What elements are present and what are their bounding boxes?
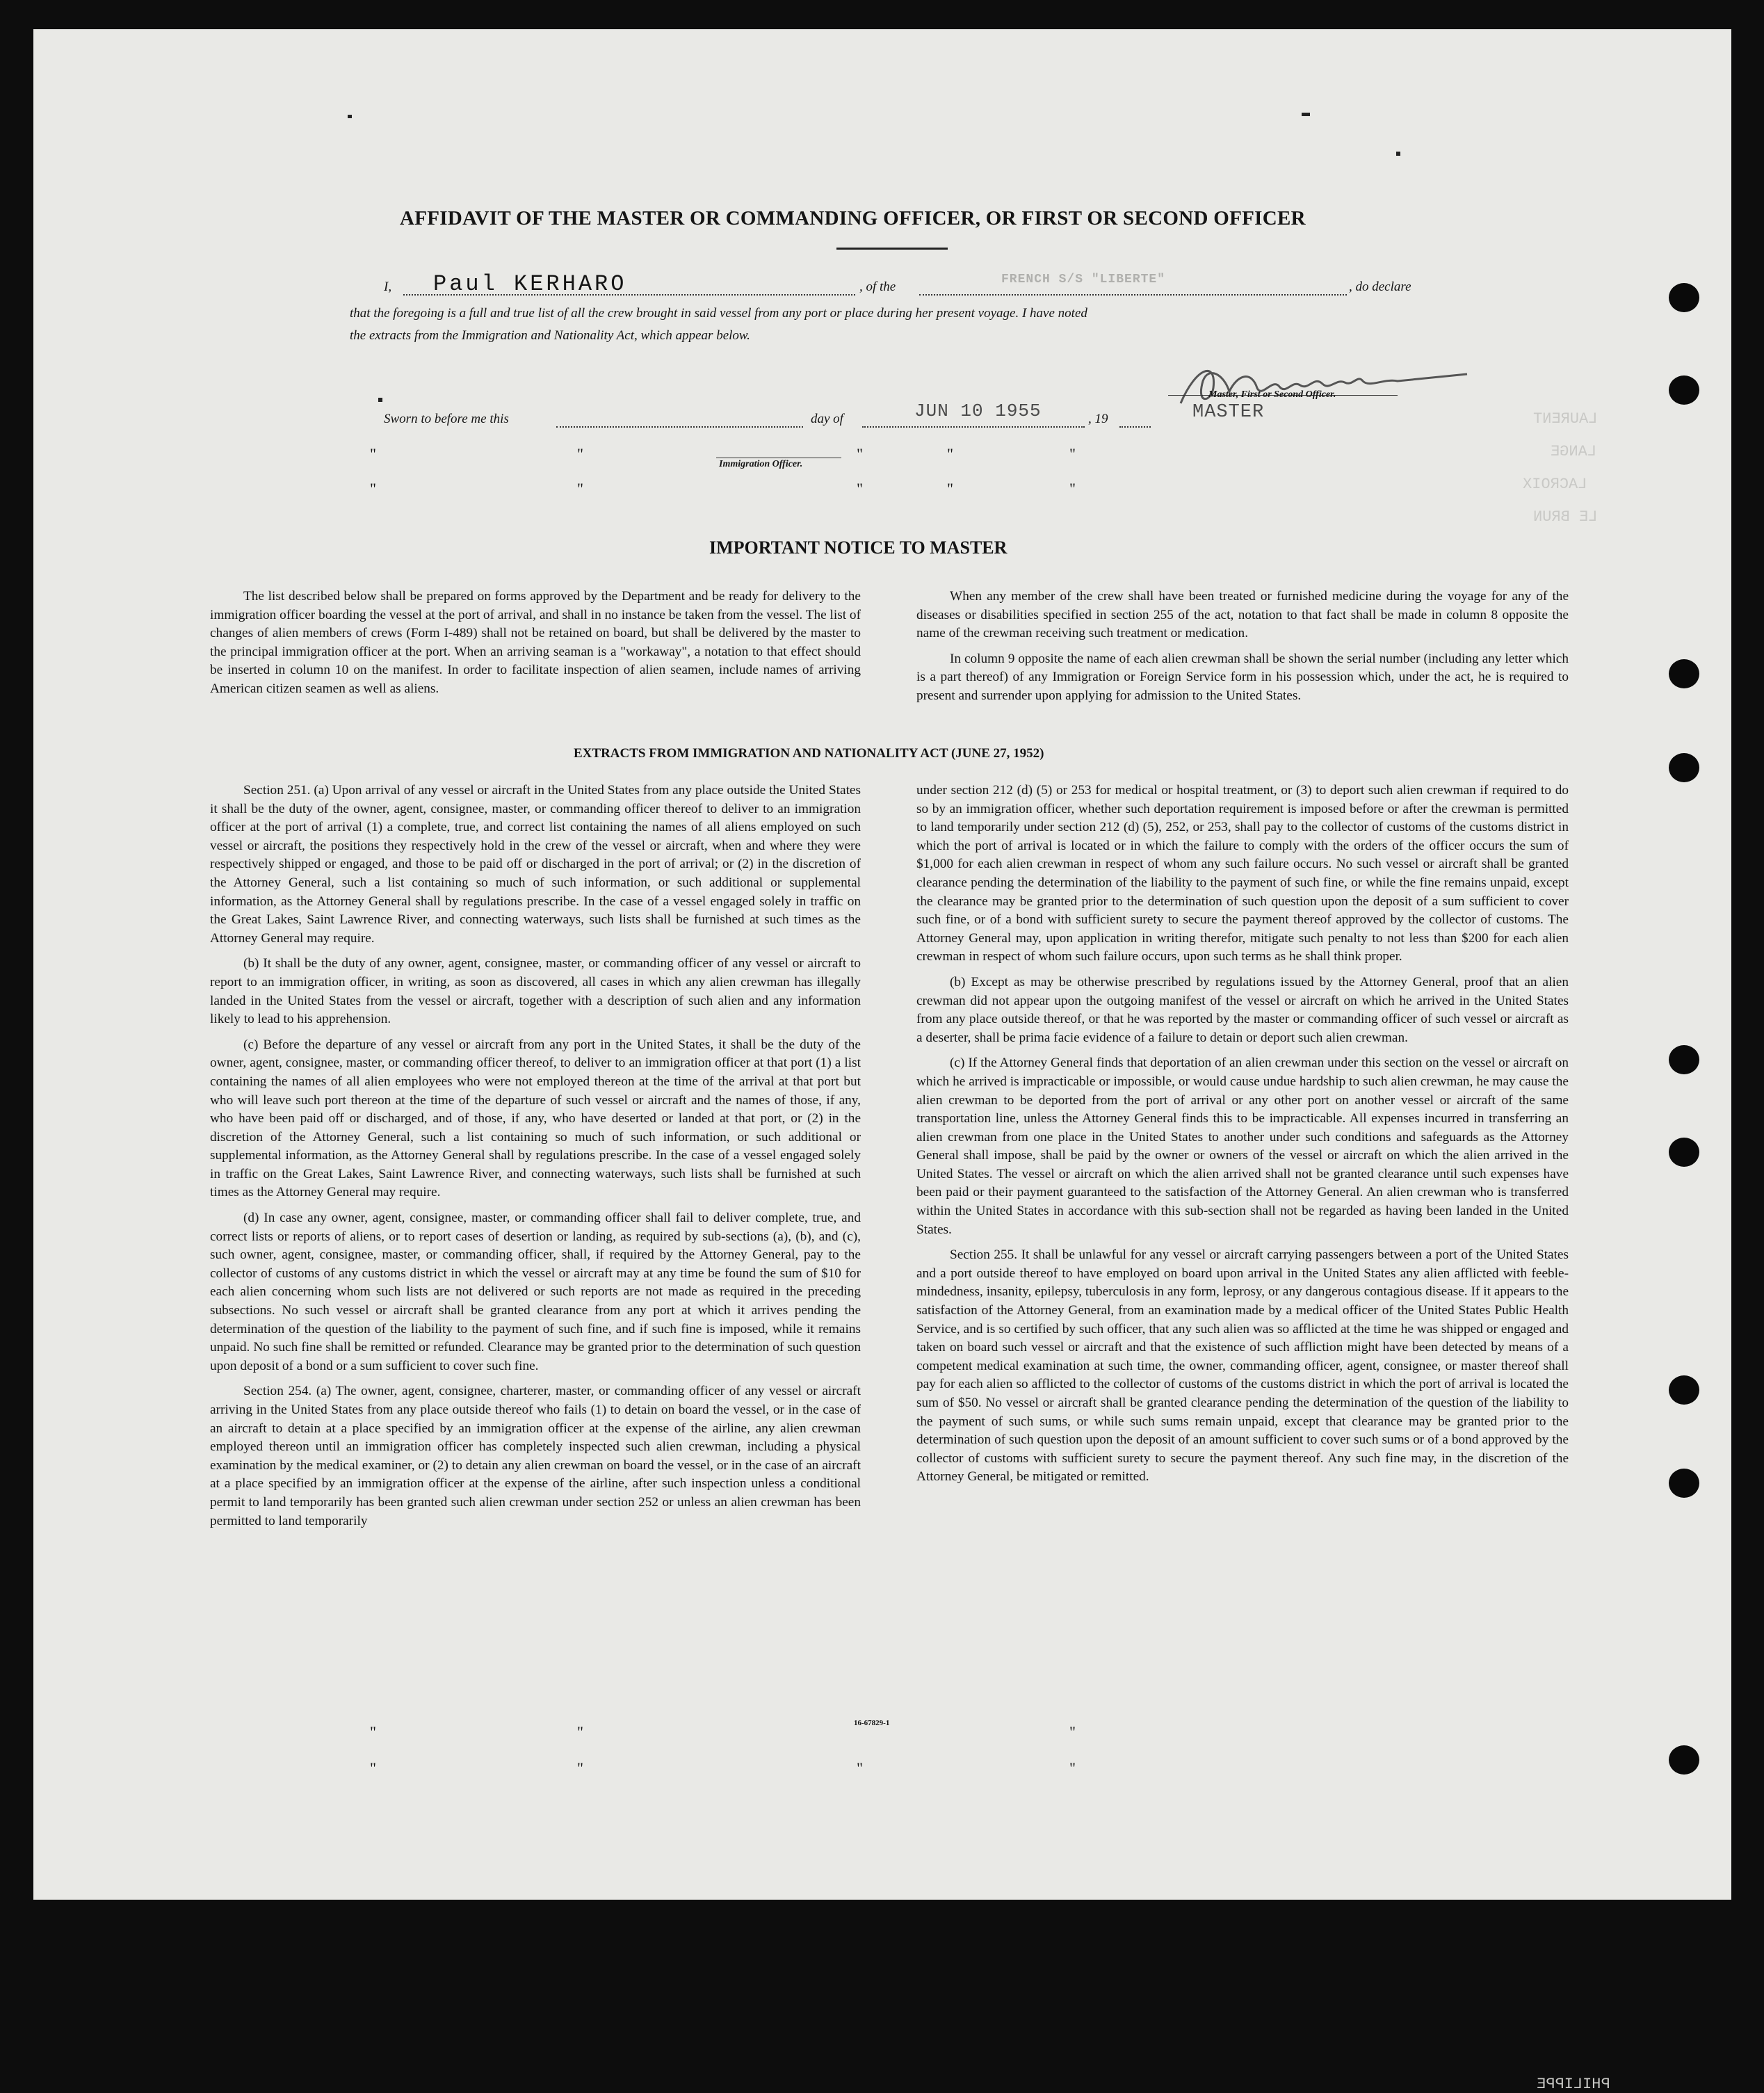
punch-hole [1669,659,1699,688]
ditto-mark: " [577,480,583,497]
ditto-mark: " [1069,480,1076,497]
title-underline [836,248,948,250]
ditto-mark: " [370,445,376,462]
scan-speck [348,115,352,118]
section-paragraph: Section 254. (a) The owner, agent, consignee, charterer, master, or commanding officer of any vessel or aircraft arriving in the United States from any place outside thereof who fails (1) to detain on board the vessel, or in the case of an aircraft to detain at a place specified by an immigration officer at the expense of the airline, any alien crewman employed thereon until an immigration officer has completely inspected such alien crewman, including a physical examination by the medical examiner, or (2) to detain any alien crewman on board the vessel, or in the case of an aircraft at a place specified by an immigration officer at the expense of the airline, after such inspection unless a conditional permit to land temporarily has been granted such alien crewman under section 252 or unless an alien crewman has been permitted to land temporarily [210,1384,861,1528]
year-label: , 19 [1088,412,1108,426]
punch-hole [1669,753,1699,782]
notice-paragraph: In column 9 opposite the name of each alien crewman shall be shown the serial number (including any letter which is a part thereof) of any Immigration or Foreign Service form in his possession which, under the act, he is required to present and surrender upon applying for admission to the United States. [916,651,1569,703]
punch-hole [1669,283,1699,312]
sworn-day-blank [556,426,803,428]
declaration-prefix: I, [384,280,392,294]
master-name: Paul KERHARO [433,271,627,297]
immigration-officer-caption: Immigration Officer. [719,459,803,469]
section-paragraph: (d) In case any owner, agent, consignee, master, or commanding officer shall fail to deliver complete, true, and correct lists or reports of aliens, or to report cases of desertion or landing, as required by sub-sections (a), (b), and (c), such owner, agent, consignee, master, or commanding officer, shall, if required by the Attorney General, pay to the collector of customs of any customs district in which the vessel or aircraft may at any time be found the sum of $10 for each alien concerning whom such lists are not delivered or such reports are not made as required in the preceding subsections. No such vessel or aircraft shall be granted clearance from any port at which it arrives pending the determination of the question of the liability to the payment of such fine, and if such fine is imposed, while it remains unpaid. No such fine shall be remitted or refunded. Clearance may be granted prior to the determination of such question upon deposit of a bond or a sum sufficient to cover such fine. [210,1211,861,1373]
year-blank [1119,426,1151,428]
punch-hole [1669,1138,1699,1167]
notice-paragraph: When any member of the crew shall have been treated or furnished medicine during the voyage for any of the diseases or disabilities specified in section 255 of the act, notation to that fact shall be made in column 8 opposite the name of the crewman receiving such treatment or medication. [916,589,1569,641]
ditto-mark: " [370,1723,376,1740]
ditto-mark: " [947,445,953,462]
ditto-mark: " [370,1759,376,1777]
punch-hole [1669,1045,1699,1074]
date-stamp: JUN 10 1955 [914,401,1042,421]
section-paragraph: Section 251. (a) Upon arrival of any vessel or aircraft in the United States from any place outside the United States it shall be the duty of the owner, agent, consignee, master, or commanding officer thereof to deliver to an immigration officer at the port of arrival (1) a complete, true, and correct list containing the names of all aliens employed on such vessel or aircraft, the positions they respectively hold in the crew of the vessel or aircraft, when and where they were respectively shipped or engaged, and those to be paid off or discharged in the port of arrival; or (2) in the discretion of the Attorney General, such a list containing so much of such information, or such additional or supplemental information, as the Attorney General shall by regulations prescribe. In the case of a vessel engaged solely in traffic on the Great Lakes, Saint Lawrence River, and connecting waterways, such lists shall be furnished at such times as the Attorney General may require. [210,783,861,946]
ditto-mark: " [577,1759,583,1777]
extracts-heading: EXTRACTS FROM IMMIGRATION AND NATIONALITY ACT (JUNE 27, 1952) [574,746,1044,761]
ditto-mark: " [1069,1723,1076,1740]
bleed-through: LANGE [1551,443,1597,460]
sworn-label: Sworn to before me this [384,412,509,426]
form-number: 16-67829-1 [854,1719,890,1727]
ditto-mark: " [857,445,863,462]
punch-hole [1669,1375,1699,1405]
section-paragraph: (b) Except as may be otherwise prescribed by regulations issued by the Attorney General, proof that an alien crewman did not appear upon the outgoing manifest of the vessel or aircraft on which he arrived in the United States from any place outside thereof, or that he was reported by the master or commanding officer of such vessel or aircraft as a deserter, shall be prima facie evidence of a failure to detain or deport such alien crewman. [916,974,1569,1045]
affidavit-title: AFFIDAVIT OF THE MASTER OR COMMANDING OFFICER, OR FIRST OR SECOND OFFICER [400,207,1306,229]
bleed-through: LAURENT [1533,410,1598,428]
bleed-through: LE BRUN [1533,508,1598,526]
section-paragraph: (c) If the Attorney General finds that deportation of an alien crewman under this section on the vessel or aircraft on which he arrived is impracticable or impossible, or would cause undue hardship to such alien crewman, he may cause the alien crewman to be deported from the port of arrival or any other port on another vessel or aircraft of the same transportation line, unless the Attorney General finds this to be impracticable. All expenses incurred in transferring an alien crewman from one place in the United States to another under such conditions and safeguards as the Attorney General shall impose, shall be paid by the owner or owners of the vessel or aircraft on which the alien arrived in the United States. The vessel or aircraft on which the alien arrived shall not be granted clearance until such expenses have been paid or their payment guaranteed to the satisfaction of the Attorney General. An alien crewman who is transferred within the United States in accordance with this sub-section shall not be regarded as having been landed in the United States. [916,1056,1569,1237]
scan-speck [1396,152,1400,156]
notice-paragraph: The list described below shall be prepared on forms approved by the Department and be ready for delivery to the immigration officer boarding the vessel at the port of arrival, and shall in no instance be taken from the vessel. The list of changes of alien members of crews (Form I-489) shall not be retained on board, but shall be delivered by the master to the principal immigration officer at the port. When an arriving seaman is a "workaway", a notation to that effect should be inserted in column 10 on the manifest. In order to facilitate inspection of alien seamen, include names of arriving American citizen seamen as well as aliens. [210,589,861,696]
notice-heading: IMPORTANT NOTICE TO MASTER [709,538,1008,558]
notice-left-column [210,588,861,706]
ditto-mark: " [857,1759,863,1777]
do-declare-label: , do declare [1349,280,1411,294]
bleed-through: LACROIX [1523,476,1587,493]
day-of-label: day of [811,412,843,426]
of-the-label: , of the [859,280,896,294]
ditto-mark: " [1069,1759,1076,1777]
vessel-blank [919,294,1347,296]
ditto-mark: " [947,480,953,497]
section-paragraph: Section 255. It shall be unlawful for any vessel or aircraft carrying passengers between a port of the United States and a port outside thereof to have employed on board upon arrival in the United States any alien afflicted with feeble-mindedness, insanity, epilepsy, tuberculosis in any form, leprosy, or any dangerous contagious disease. If it appears to the satisfaction of the Attorney General, from an examination made by a medical officer of the United States Public Health Service, and is so certified by such officer, that any such alien was so afflicted at the time he was shipped or engaged and taken on board such vessel or aircraft and that the existence of such affliction might have been detected by means of a competent medical examination at such time, the owner, commanding officer, agent, consignee, or master thereof shall pay for each alien so afflicted to the collector of customs of the customs district in which the port of arrival is located the sum of $50. No vessel or aircraft shall be granted clearance pending the determination of the question of the liability to the payment of such sums, or while such sums remain unpaid, except that clearance may be granted prior to the determination of such question upon the deposit of an amount sufficient to cover such sums or of a bond approved by the collector of customs with sufficient surety to secure the payment thereof. Any such fine may, in the discretion of the Attorney General, be mitigated or remitted. [916,1247,1569,1485]
scan-speck [1302,113,1310,116]
sworn-month-blank [862,426,1085,428]
section-paragraph: under section 212 (d) (5) or 253 for medical or hospital treatment, or (3) to deport such alien crewman if required to do so by an immigration officer, whether such deportation requirement is imposed before or after the crewman is permitted to land temporarily under section 212 (d) (5), 252, or 253, shall pay to the collector of customs of the customs district in which the port of arrival is located or in which the failure to comply with the orders of the officer occurs the sum of $1,000 for each alien crewman in respect of whom any such failure occurs. No such vessel or aircraft shall be granted clearance pending the determination of the liability to the payment of such fine, or while the fine remains unpaid, except the clearance may be granted prior to the determination of such question upon the deposit of a sum sufficient to cover such fine, or of a bond with sufficient surety to secure the payment thereof approved by the collector of customs. The Attorney General may, upon application in writing therefor, mitigate such penalty to not less than $200 for each alien crewman in respect of whom such failure occurs, upon such terms as he shall think proper. [916,783,1569,964]
ditto-mark: " [857,480,863,497]
ditto-mark: " [1069,445,1076,462]
declaration-line-2: that the foregoing is a full and true list of all the crew brought in said vessel from any port or place during her present voyage. I have noted [350,306,1087,321]
ditto-mark: " [577,445,583,462]
declaration-line-3: the extracts from the Immigration and Nationality Act, which appear below. [350,328,750,343]
scan-speck [378,398,382,402]
rank-stamp: MASTER [1192,402,1265,423]
bleed-through: PHILIPPE [1537,2076,1610,2093]
section-paragraph: (c) Before the departure of any vessel or aircraft from any port in the United States, it shall be the duty of the owner, agent, consignee, master, or commanding officer thereof, to deliver to an immigration officer at that port (1) a list containing the names of all alien employees who were not employed thereon at the time of the arrival at that port but who will leave such port thereon at the time of the departure of such vessel or aircraft and the names of those, if any, who have been paid off or discharged, and of those, if any, who have deserted or landed at that port, or (2) in the discretion of the Attorney General, such a list containing so much of such information, or such additional or supplemental information, as the Attorney General shall by regulations prescribe. In the case of a vessel engaged solely in traffic on the Great Lakes, Saint Lawrence River, and connecting waterways, such lists shall be furnished at such times as the Attorney General may require. [210,1037,861,1200]
signature-caption: Master, First or Second Officer. [1208,389,1336,400]
extracts-left-column [210,782,861,1537]
punch-hole [1669,375,1699,405]
notice-right-column [916,588,1569,713]
extracts-right-column [916,782,1569,1494]
vessel-name: FRENCH S/S "LIBERTE" [1001,273,1166,286]
punch-hole [1669,1469,1699,1498]
punch-hole [1669,1745,1699,1775]
ditto-mark: " [370,480,376,497]
section-paragraph: (b) It shall be the duty of any owner, agent, consignee, master, or commanding officer of any vessel or aircraft to report to an immigration officer, in writing, as soon as discovered, all cases in which any alien crewman has illegally landed in the United States from the vessel or aircraft, together with a description of such alien and any information likely to lead to his apprehension. [210,956,861,1027]
ditto-mark: " [577,1723,583,1740]
